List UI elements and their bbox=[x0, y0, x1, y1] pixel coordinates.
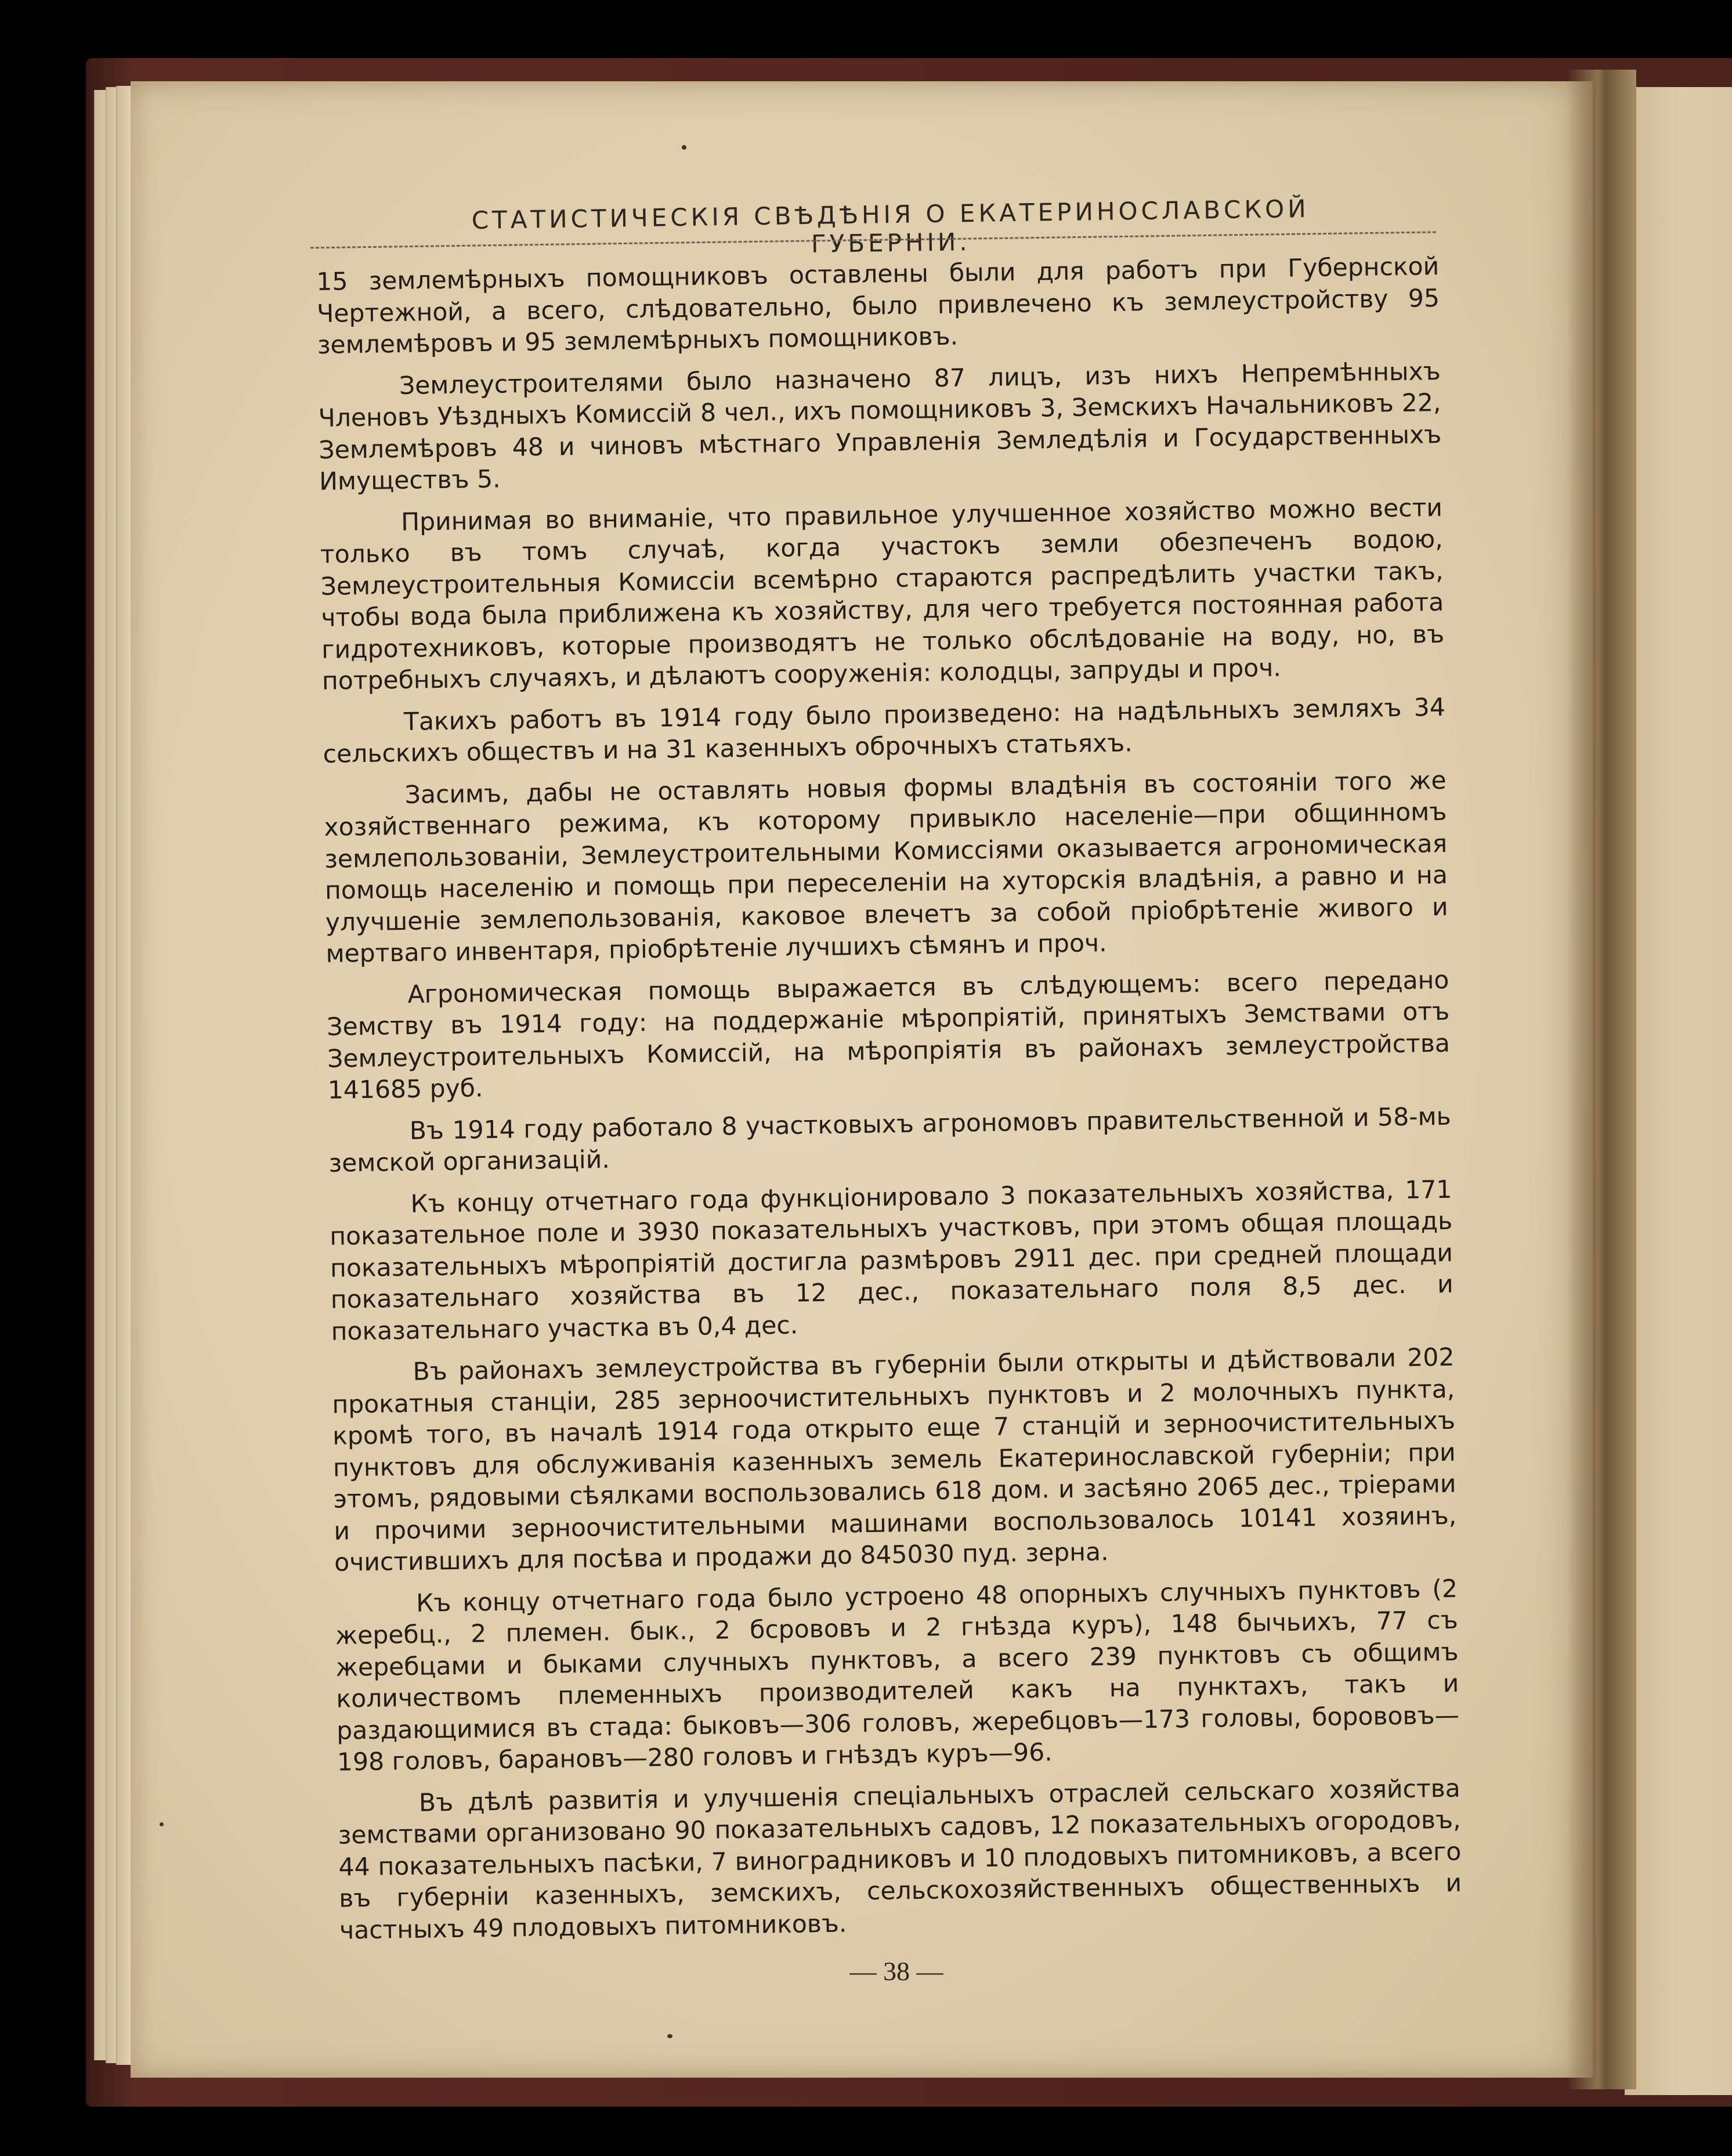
paper-speck bbox=[160, 1822, 164, 1826]
page-number: — 38 — bbox=[849, 1956, 943, 1986]
running-head: СТАТИСТИЧЕСКІЯ СВѢДѢНІЯ О ЕКАТЕРИНОСЛАВСКОЙ ГУБЕРНІИ. bbox=[471, 194, 1310, 258]
paragraph: 15 землемѣрныхъ помощниковъ оставлены были для работъ при Губернской Чертежной, а всего, слѣдовательно, было привлечено къ землеустройству 95 землемѣровъ и 95 землемѣрныхъ помощниковъ. bbox=[316, 252, 1440, 360]
page-body bbox=[316, 251, 1462, 1957]
paragraph: Землеустроителями было назначено 87 лицъ, изъ нихъ Непремѣнныхъ Членовъ Уѣздныхъ Комиссій 8 чел., ихъ помощниковъ 3, Земскихъ Начальниковъ 22, Землемѣровъ 48 и чиновъ мѣстнаго Управленія Земледѣлія и Государственныхъ Имуществъ 5. bbox=[318, 357, 1442, 496]
paragraph: Къ концу отчетнаго года было устроено 48 опорныхъ случныхъ пунктовъ (2 жеребц., 2 племен. бык., 2 бсрововъ и 2 гнѣзда куръ), 148 бычьихъ, 77 съ жеребцами и быками случныхъ пунктовъ, а всего 239 пунктовъ съ общимъ количествомъ племенныхъ производителей какъ на пунктахъ, такъ и раздающимися въ стада: быковъ—306 головъ, жеребцовъ—173 головы, борововъ—198 головъ, барановъ—280 головъ и гнѣздъ куръ—96. bbox=[335, 1574, 1460, 1777]
paper-speck bbox=[667, 2034, 672, 2038]
paragraph: Въ дѣлѣ развитія и улучшенія спеціальныхъ отраслей сельскаго хозяйства земствами организовано 90 показательныхъ садовъ, 12 показательныхъ огородовъ, 44 показательныхъ пасѣки, 7 виноградниковъ и 10 плодовыхъ питомниковъ, а всего въ губерніи казенныхъ, земскихъ, сельскохозяйственныхъ общественныхъ и частныхъ 49 плодовыхъ питомниковъ. bbox=[338, 1774, 1462, 1945]
paragraph: Такихъ работъ въ 1914 году было произведено: на надѣльныхъ земляхъ 34 сельскихъ обществъ и на 31 казенныхъ оброчныхъ статьяхъ. bbox=[323, 693, 1446, 769]
paragraph: Принимая во вниманіе, что правильное улучшенное хозяйство можно вести только въ томъ случаѣ, когда участокъ земли обезпеченъ водою, Землеустроительныя Комиссіи всемѣрно стараются распредѣлить участки такъ, чтобы вода была приближена къ хозяйству, для чего требуется постоянная работа гидротехниковъ, которые производятъ не только обслѣдованіе на воду, но, въ потребныхъ случаяхъ, и дѣлаютъ сооруженія: колодцы, запруды и проч. bbox=[320, 493, 1445, 696]
paragraph: Къ концу отчетнаго года функціонировало 3 показательныхъ хозяйства, 171 показательное поле и 3930 показательныхъ участковъ, при этомъ общая площадь показательныхъ мѣропріятій достигла размѣровъ 2911 дес. при средней площади показательнаго хозяйства въ 12 дес., показательнаго поля 8,5 дес. и показательнаго участка въ 0,4 дес. bbox=[329, 1175, 1454, 1346]
paragraph: Въ районахъ землеустройства въ губерніи были открыты и дѣйствовали 202 прокатныя станціи, 285 зерноочистительныхъ пунктовъ и 2 молочныхъ пункта, кромѣ того, въ началѣ 1914 года открыто еще 7 станцій и зерноочистительныхъ пунктовъ для обслуживанія казенныхъ земель Екатеринославской губерніи; при этомъ, рядовыми сѣялками воспользовались 618 дом. и засѣяно 2065 дес., тріерами и прочими зерноочистительными машинами воспользовалось 10141 хозяинъ, очистившихъ для посѣва и продажи до 845030 пуд. зерна. bbox=[332, 1343, 1457, 1577]
paragraph: Засимъ, дабы не оставлять новыя формы владѣнія въ состояніи того же хозяйственнаго режима, къ которому привыкло населеніе—при общинномъ землепользованіи, Землеустроительными Комиссіями оказывается агрономическая помощь населенію и помощь при переселеніи на хуторскія владѣнія, а равно и на улучшеніе землепользованія, каковое влечетъ за собой пріобрѣтеніе живого и мертваго инвентаря, пріобрѣтеніе лучшихъ сѣмянъ и проч. bbox=[324, 766, 1448, 969]
paragraph: Агрономическая помощь выражается въ слѣдующемъ: всего передано Земству въ 1914 году: на поддержаніе мѣропріятій, принятыхъ Земствами отъ Землеустроительныхъ Комиссій, на мѣропріятія въ районахъ землеустройства 141685 руб. bbox=[326, 966, 1451, 1105]
facing-page bbox=[1625, 87, 1732, 2095]
paper-speck bbox=[682, 145, 686, 150]
book-gutter bbox=[1567, 70, 1636, 2089]
paragraph: Въ 1914 году работало 8 участковыхъ агрономовъ правительственной и 58-мь земской организацій. bbox=[328, 1102, 1451, 1178]
